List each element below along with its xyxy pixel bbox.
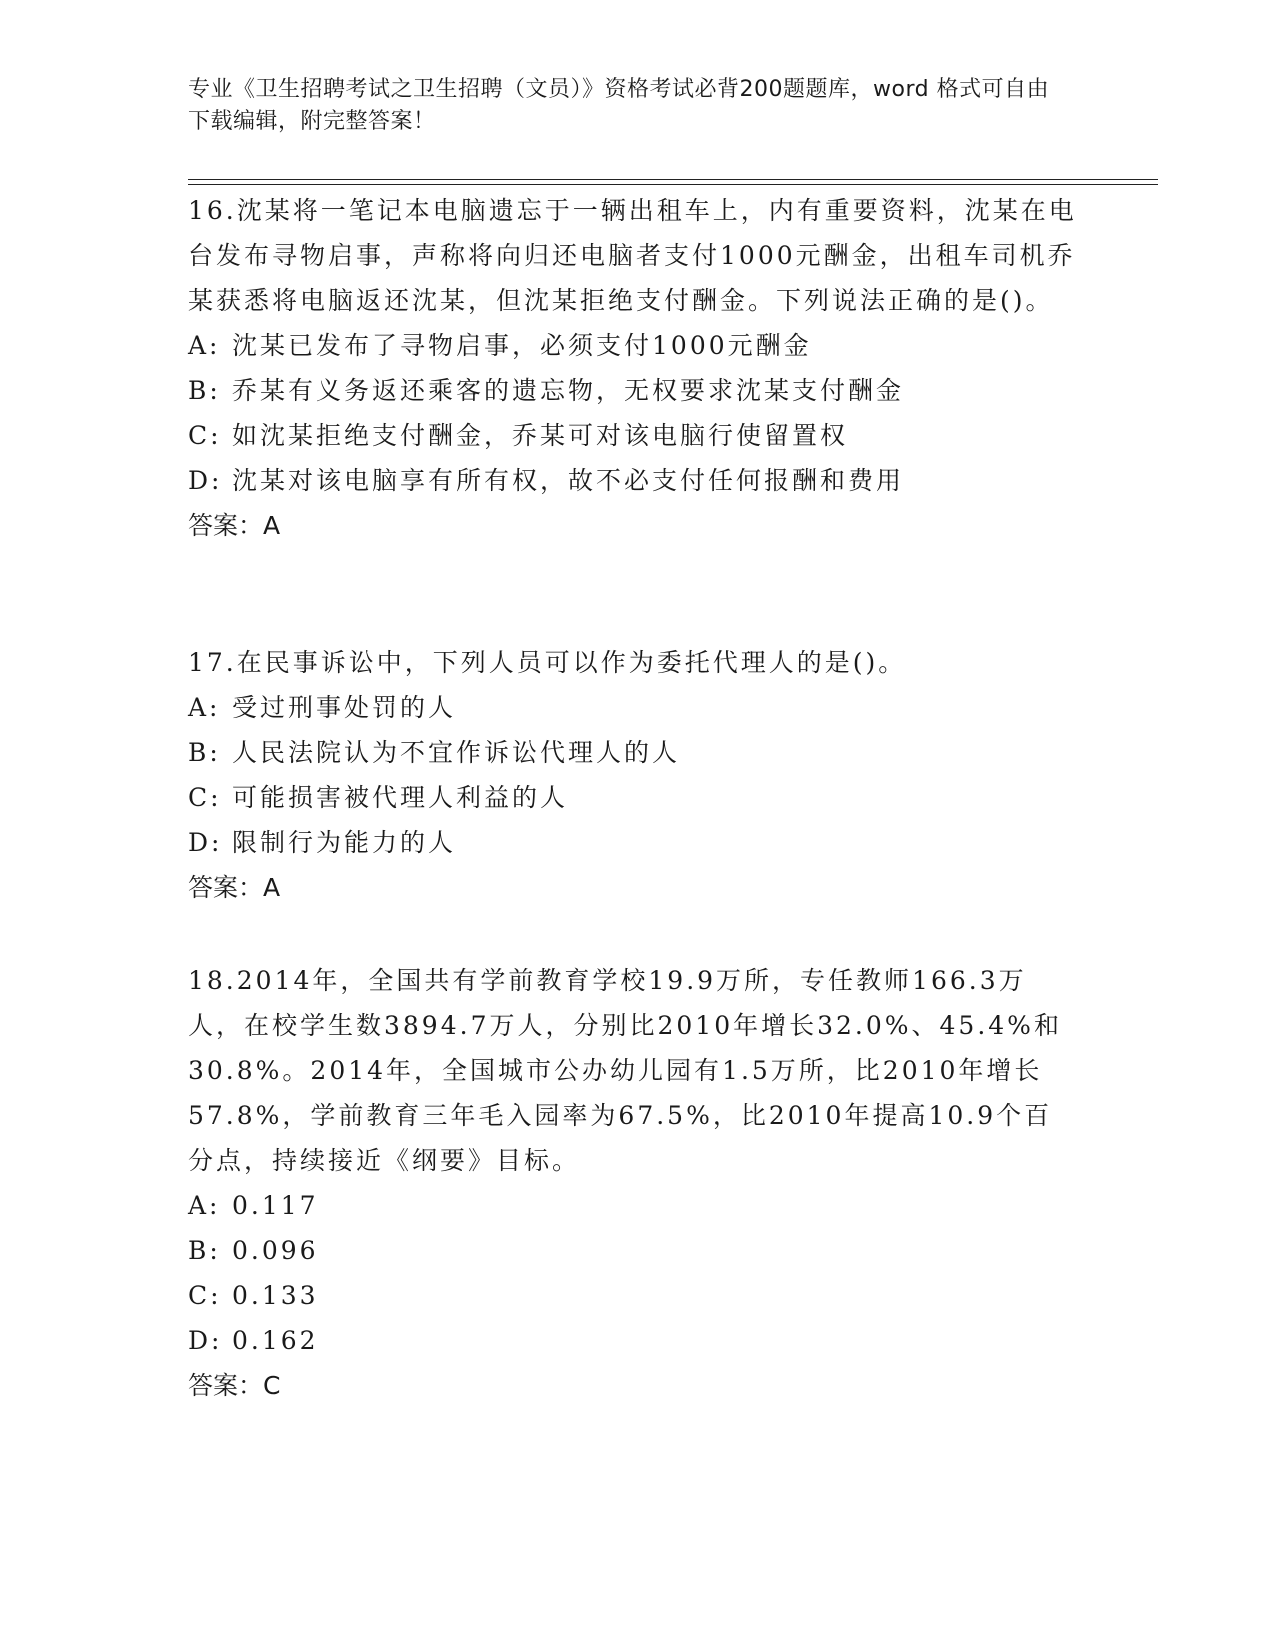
option-text: 0.117 [232,1191,319,1220]
option-letter: B: [188,738,221,767]
option-letter: B: [188,1236,221,1265]
option-text: 乔某有义务返还乘客的遗忘物，无权要求沈某支付酬金 [232,376,905,405]
option-c [188,1273,1078,1318]
question-stem: 16.沈某将一笔记本电脑遗忘于一辆出租车上，内有重要资料，沈某在电台发布寻物启事，声称将向归还电脑者支付1000元酬金，出租车司机乔某获悉将电脑返还沈某，但沈某拒绝支付酬金。下列说法正确的是()。 [188,196,1077,315]
option-b [188,730,1078,775]
option-text: 沈某已发布了寻物启事，必须支付1000元酬金 [232,331,812,360]
option-letter: D: [188,466,223,495]
option-a [188,685,1078,730]
option-a [188,1183,1078,1228]
option-d [188,458,1078,503]
option-letter: C: [188,1281,222,1310]
option-text: 如沈某拒绝支付酬金，乔某可对该电脑行使留置权 [232,421,849,450]
question-stem: 17.在民事诉讼中，下列人员可以作为委托代理人的是()。 [188,648,907,677]
option-text: 0.133 [232,1281,319,1310]
option-text: 人民法院认为不宜作诉讼代理人的人 [232,738,681,767]
answer-line: 答案：C [188,1371,281,1400]
option-letter: A: [188,1191,221,1220]
option-letter: A: [188,331,221,360]
option-letter: D: [188,828,223,857]
option-a [188,323,1078,368]
question-16 [188,188,1078,548]
option-letter: C: [188,783,222,812]
option-letter: A: [188,693,221,722]
question-17 [188,640,1078,910]
option-text: 受过刑事处罚的人 [232,693,457,722]
option-b [188,368,1078,413]
question-18 [188,958,1078,1408]
header-divider-bottom [188,184,1158,185]
option-letter: D: [188,1326,223,1355]
option-text: 可能损害被代理人利益的人 [232,783,569,812]
option-text: 限制行为能力的人 [232,828,457,857]
option-text: 0.162 [232,1326,319,1355]
option-text: 沈某对该电脑享有所有权，故不必支付任何报酬和费用 [232,466,905,495]
answer-line: 答案：A [188,511,281,540]
question-stem: 18.2014年，全国共有学前教育学校19.9万所，专任教师166.3万人，在校学生数3894.7万人，分别比2010年增长32.0%、45.4%和30.8%。2014年，全国城市公办幼儿园有1.5万所，比2010年增长57.8%，学前教育三年毛入园率为67.5%，比2010年提高10.9个百分点，持续接近《纲要》目标。 [188,966,1062,1175]
option-letter: B: [188,376,221,405]
option-b [188,1228,1078,1273]
option-d [188,820,1078,865]
option-text: 0.096 [232,1236,319,1265]
answer-line: 答案：A [188,873,281,902]
option-letter: C: [188,421,222,450]
option-c [188,775,1078,820]
document-header: 专业《卫生招聘考试之卫生招聘（文员）》资格考试必背200题题库，word 格式可自由下载编辑，附完整答案！ [188,77,1050,134]
option-c [188,413,1078,458]
header-divider-top [188,179,1158,180]
option-d [188,1318,1078,1363]
